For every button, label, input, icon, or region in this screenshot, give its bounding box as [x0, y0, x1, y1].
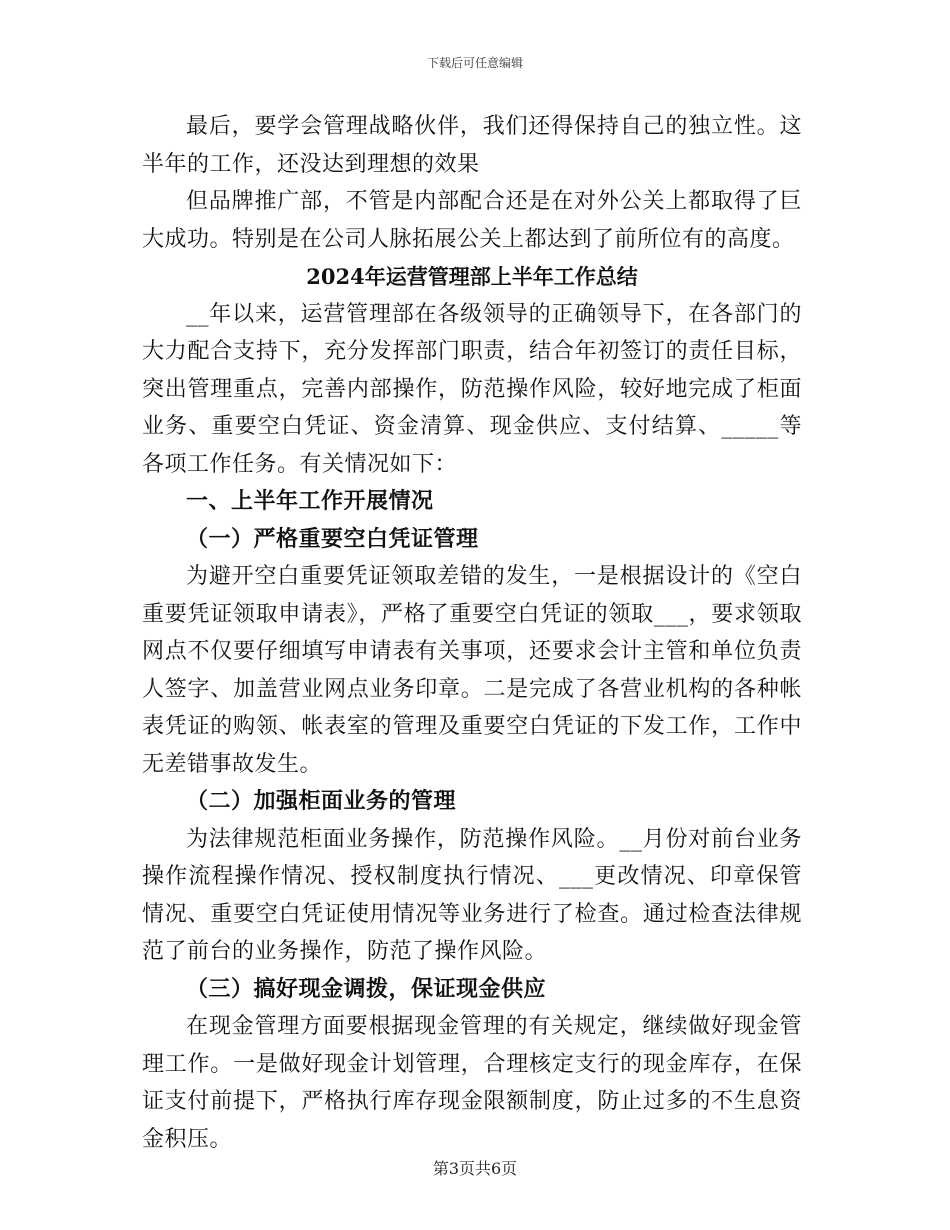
- paragraph-counter: 为法律规范柜面业务操作，防范操作风险。__月份对前台业务操作流程操作情况、授权制度执行情况、___更改情况、印章保管情况、重要空白凭证使用情况等业务进行了检查。通过检查法律规范了前台的业务操作，防范了操作风险。: [142, 826, 802, 964]
- paragraph-closing: 最后，要学会管理战略伙伴，我们还得保持自己的独立性。这半年的工作，还没达到理想的效果: [142, 114, 802, 177]
- paragraph-brand: 但品牌推广部，不管是内部配合还是在对外公关上都取得了巨大成功。特别是在公司人脉拓展公关上都达到了前所位有的高度。: [142, 189, 802, 252]
- document-title: 2024年运营管理部上半年工作总结: [306, 264, 638, 289]
- subsection-heading-2: （二）加强柜面业务的管理: [186, 788, 457, 814]
- page-number: 第3页共6页: [432, 1159, 518, 1178]
- subsection-heading-3: （三）搞好现金调拨，保证现金供应: [186, 975, 547, 1002]
- section-heading-1: 一、上半年工作开展情况: [186, 488, 434, 514]
- paragraph-voucher: 为避开空白重要凭证领取差错的发生，一是根据设计的《空白重要凭证领取申请表》，严格了重要空白凭证的领取___，要求领取网点不仅要仔细填写申请表有关事项，还要求会计主管和单位负责人签字、加盖营业网点业务印章。二是完成了各营业机构的各种帐表凭证的购领、帐表室的管理及重要空白凭证的下发工作，工作中无差错事故发生。: [142, 564, 802, 777]
- subsection-heading-1: （一）严格重要空白凭证管理: [186, 525, 479, 552]
- paragraph-cash: 在现金管理方面要根据现金管理的有关规定，继续做好现金管理工作。一是做好现金计划管理，合理核定支行的现金库存，在保证支付前提下，严格执行库存现金限额制度，防止过多的不生息资金积压。: [142, 1014, 802, 1152]
- page-header-note: 下载后可任意编辑: [426, 56, 523, 70]
- document-body: [142, 108, 802, 1158]
- paragraph-intro: __年以来，运营管理部在各级领导的正确领导下，在各部门的大力配合支持下，充分发挥部门职责，结合年初签订的责任目标，突出管理重点，完善内部操作，防范操作风险，较好地完成了柜面业务、重要空白凭证、资金清算、现金供应、支付结算、_____等各项工作任务。有关情况如下：: [142, 301, 802, 477]
